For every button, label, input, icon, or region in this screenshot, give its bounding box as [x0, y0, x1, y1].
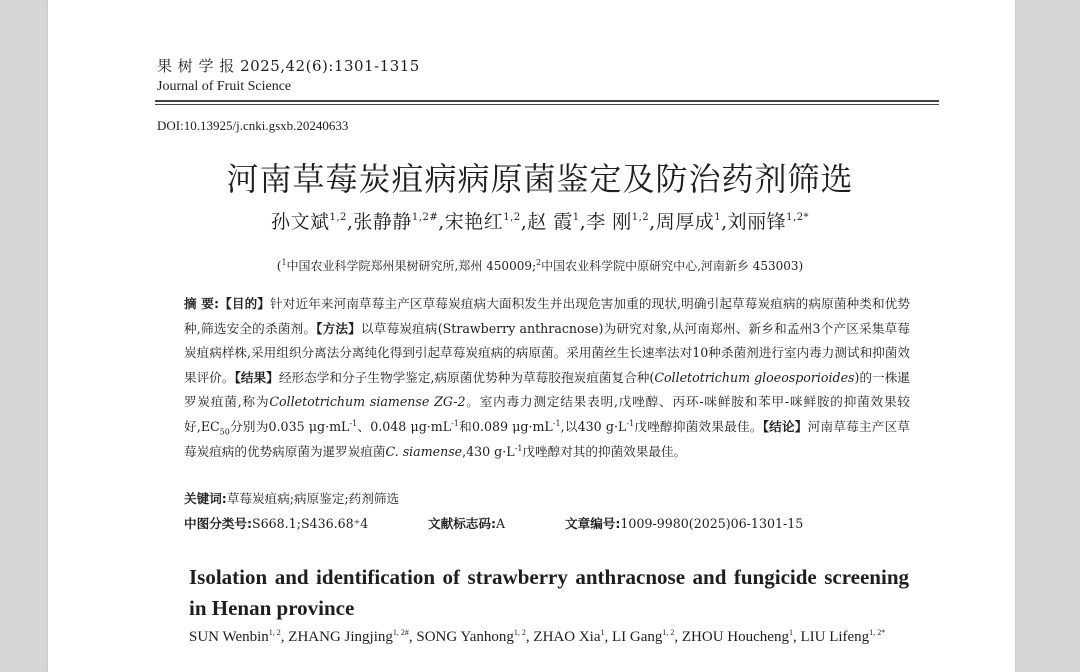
author-cn: 孙文斌$^{1,2}$	[270, 211, 347, 233]
affiliation: ($^1$中国农业科学院郑州果树研究所,郑州 450009;$^2$中国农业科学院中原研究中心,河南新乡 453003)	[276, 258, 804, 273]
author-en: LIU Lifeng$^{1, 2*}$	[800, 628, 886, 645]
method-label: 【方法】	[316, 320, 361, 336]
article-title-cn: 河南草莓炭疽病病原菌鉴定及防治药剂筛选	[226, 160, 854, 198]
article-number: 文章编号:1009-9980(2025)06-1301-15	[565, 516, 804, 531]
author-cn: 赵 霞$^1$	[527, 211, 580, 233]
header-rule-thick	[155, 100, 939, 102]
objective-label: 【目的】	[219, 296, 271, 311]
author-en: SUN Wenbin$^{1, 2}$	[189, 628, 281, 645]
journal-header-cn: 果 树 学 报 2025,42(6):1301-1315	[157, 57, 420, 75]
keywords: 关键词:草莓炭疽病;病原鉴定;药剂筛选	[184, 491, 400, 506]
conclusion-label: 【结论】	[762, 418, 808, 434]
journal-header-en: Journal of Fruit Science	[157, 79, 292, 94]
doi: DOI:10.13925/j.cnki.gsxb.20240633	[157, 118, 349, 133]
result-label: 【结果】	[234, 369, 279, 385]
document-code: 文献标志码:A	[428, 516, 506, 531]
author-cn: 张静静$^{1,2\#}$	[353, 211, 439, 233]
author-list-cn: 孙文斌$^{1,2}$,张静静$^{1,2\#}$,宋艳红$^{1,2}$,赵 霞$^1$,李 刚$^{1,2}$,周厚成$^1$,刘丽锋$^{1,2*}$	[270, 211, 810, 233]
header-rule-thin	[155, 104, 939, 105]
abstract-label: 摘 要:	[184, 296, 219, 311]
author-en: LI Gang$^{1, 2}$	[611, 628, 675, 645]
author-cn: 宋艳红$^{1,2}$	[444, 211, 521, 233]
author-list-en: SUN Wenbin$^{1, 2}$, ZHANG Jingjing$^{1, 2\#}$, SONG Yanhong$^{1, 2}$, ZHAO Xia$^1$, LI Gang$^{1, 2}$, ZHOU Houcheng$^1$, LIU Lifeng$^{1, 2*}$	[189, 628, 886, 645]
author-cn: 刘丽锋$^{1,2*}$	[727, 211, 810, 233]
author-cn: 周厚成$^1$	[655, 211, 722, 233]
author-en: ZHAO Xia$^1$	[533, 628, 605, 645]
abstract: 摘 要:【目的】针对近年来河南草莓主产区草莓炭疽病大面积发生并出现危害加重的现状,明确引起草莓炭疽病的病原菌种类和优势种,筛选安全的杀菌剂。【方法】以草莓炭疽病(Strawberry anthracnose)为研究对象,从河南郑州、新乡和孟州3个产区采集草莓炭疽病样株,采用组织分离法分离纯化得到引起草莓炭疽病的病原菌。采用菌丝生长速率法对10种杀菌剂进行室内毒力测试和抑菌效果评价。【结果】经形态学和分子生物学鉴定,病原菌优势种为草莓胶孢炭疽菌复合种(Colletotrichum gloeosporioides)的一株暹罗炭疽菌,称为Colletotrichum siamense ZG-2。室内毒力测定结果表明,戊唑醇、丙环-咪鲜胺和苯甲-咪鲜胺的抑菌效果较好$,EC_{50}$分别为0.035 $\mu g\cdot mL^{-1}$、0.048 $\mu g\cdot mL^{-1}$和0.089 $\mu g\cdot mL^{-1}$,以430 $g\cdot L^{-1}$戊唑醇抑菌效果最佳。【结论】河南草莓主产区草莓炭疽病的优势病原菌为暹罗炭疽菌C. siamense,430 $g\cdot L^{-1}$戊唑醇对其的抑菌效果最佳。	[184, 296, 911, 459]
author-en: ZHANG Jingjing$^{1, 2\#}$	[288, 628, 409, 645]
author-cn: 李 刚$^{1,2}$	[586, 211, 650, 233]
article-title-en: Isolation and identification of strawberry anthracnose and fungicide screening in Henan province	[189, 565, 909, 620]
author-en: ZHOU Houcheng$^1$	[681, 628, 793, 645]
clc-number: 中图分类号:S668.1;S436.68⁺4	[184, 516, 369, 531]
author-en: SONG Yanhong$^{1, 2}$	[416, 628, 526, 645]
